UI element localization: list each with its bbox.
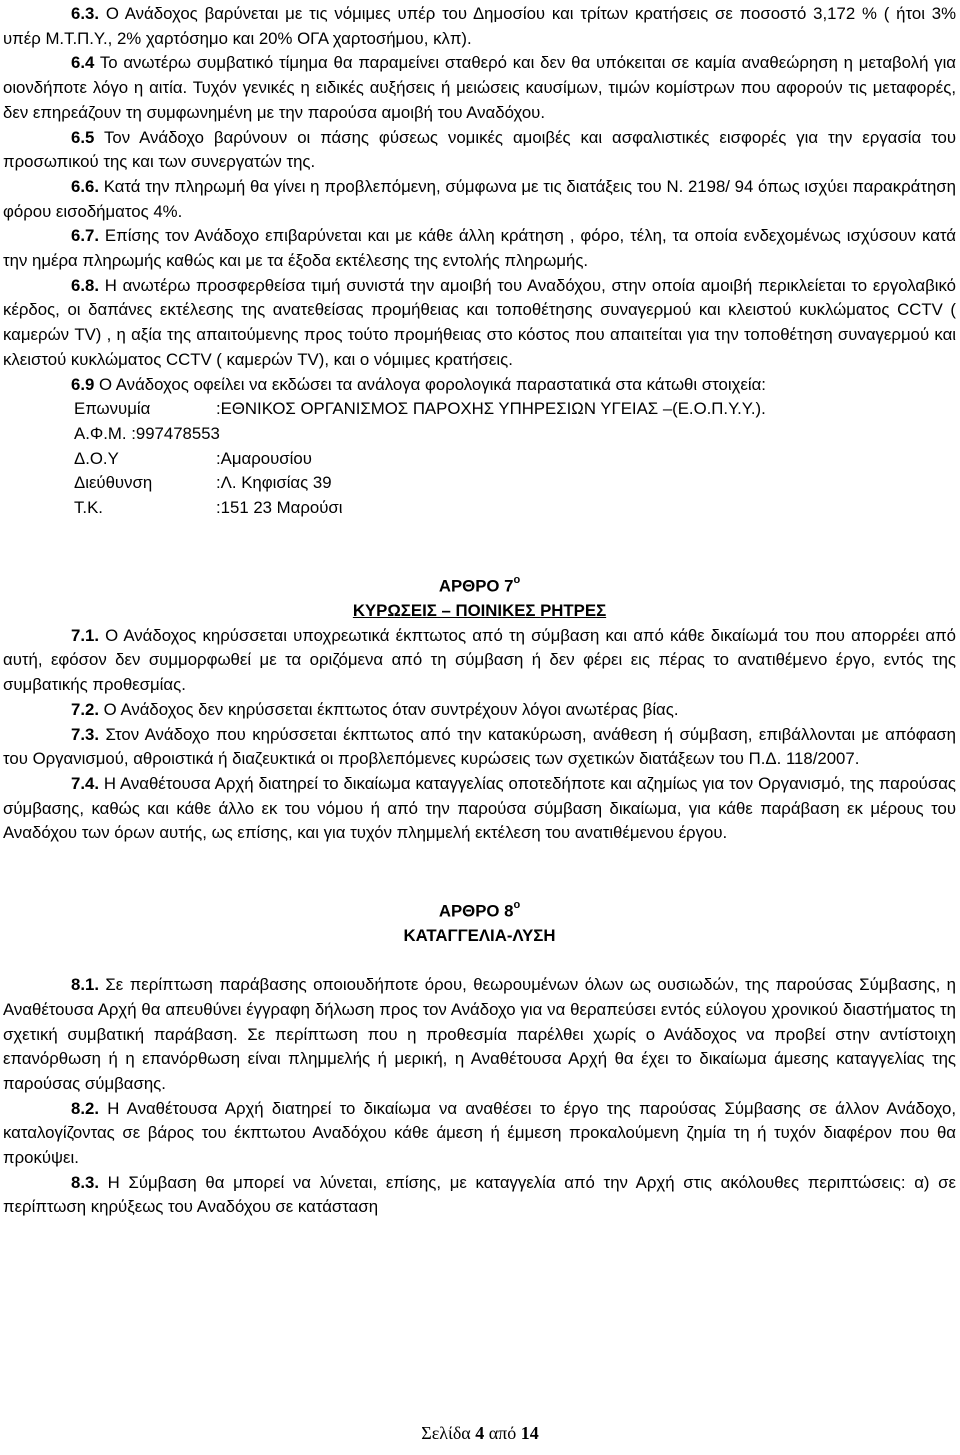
paragraph-text: Η Αναθέτουσα Αρχή διατηρεί το δικαίωμα καταγγελίας οποτεδήποτε και αζημίως για τον Οργανισμό, της παρούσας σύμβασης, καθώς και κάθε άλλο εκ του νόμου ή από την παρούσα σύμβαση δικαίωμα, για κάθε παράβαση εκ μέρους του Αναδόχου των όρων αυτής, ως επίσης, και για τυχόν πλημμελή εκτέλεση του ανατιθέμενου έργου. [3,773,956,843]
field-label: Επωνυμία [74,399,151,419]
paragraph-number: 8.2. [71,1098,99,1118]
paragraph-number: 6.9 [71,374,95,394]
footer-prefix: Σελίδα [421,1423,476,1443]
paragraph-number: 8.1. [71,975,99,995]
paragraph-text: Επίσης τον Ανάδοχο επιβαρύνεται και με κάθε άλλη κράτηση , φόρο, τέλη, τα οποία ενδεχομένως ισχύσουν κατά την ημέρα πληρωμής καθώς και με τα έξοδα εκτέλεσης της εντολής πληρωμής. [3,226,956,271]
field-row-doy [3,447,956,472]
paragraph-8-2 [3,1097,956,1171]
article-title-text: ΑΡΘΡΟ 7 [438,576,514,596]
field-value: :Αμαρουσίου [216,448,312,468]
page-footer [0,1421,960,1446]
paragraph-text: Στον Ανάδοχο που κηρύσσεται έκπτωτος από την κατακύρωση, ανάθεση ή σύμβαση, επιβάλλονται με απόφαση του Οργανισμού, αθροιστικά ή διαζευκτικά οι προβλεπόμενες κυρώσεις των σχετικών διατάξεων του Π.Δ. 118/2007. [3,724,956,769]
paragraph-number: 6.4 [71,53,95,73]
article-8-title [3,895,956,924]
field-value: :ΕΘΝΙΚΟΣ ΟΡΓΑΝΙΣΜΟΣ ΠΑΡΟΧΗΣ ΥΠΗΡΕΣΙΩΝ ΥΓΕΙΑΣ –(Ε.Ο.Π.Υ.Υ.). [216,399,766,419]
paragraph-number: 7.1. [71,625,99,645]
section-spacer [3,521,956,570]
paragraph-text: Η Σύμβαση θα μπορεί να λύνεται, επίσης, με καταγγελία από την Αρχή στις ακόλουθες περιπτώσεις: α) σε περίπτωση κηρύξεως του Αναδόχου σε κατάσταση [3,1172,956,1217]
ordinal-marker: ο [513,573,521,586]
paragraph-number: 6.8. [71,275,99,295]
document-body [3,2,956,1220]
paragraph-text: Τον Ανάδοχο βαρύνουν οι πάσης φύσεως νομικές αμοιβές και ασφαλιστικές εισφορές για την εργασία του προσωπικού της και των συνεργατών της. [3,127,956,172]
paragraph-number: 7.4. [71,773,99,793]
paragraph-text: Κατά την πληρωμή θα γίνει η προβλεπόμενη, σύμφωνα με τις διατάξεις του Ν. 2198/ 94 όπως ισχύει παρακράτηση φόρου εισοδήματος 4%. [3,176,956,221]
paragraph-number: 7.2. [71,699,99,719]
paragraph-7-4 [3,772,956,846]
article-7-title [3,570,956,599]
article-7-subtitle: ΚΥΡΩΣΕΙΣ – ΠΟΙΝΙΚΕΣ ΡΗΤΡΕΣ [352,601,607,621]
current-page-number: 4 [475,1423,485,1443]
field-label: Δ.Ο.Υ [74,448,119,468]
total-page-count: 14 [520,1423,539,1443]
paragraph-number: 6.7. [71,226,99,246]
paragraph-number: 6.5 [71,127,95,147]
paragraph-8-3 [3,1171,956,1220]
field-value: :Λ. Κηφισίας 39 [216,473,332,493]
field-row-address [3,471,956,496]
paragraph-6-9 [3,373,956,398]
paragraph-text: Σε περίπτωση παράβασης οποιουδήποτε όρου, θεωρουμένων όλων ως ουσιωδών, της παρούσας Σύμβασης, η Αναθέτουσα Αρχή θα απευθύνει έγγραφη δήλωση προς τον Ανάδοχο για να θεραπεύσει εντός εύλογου χρονικού διαστήματος τη σχετική συμβατική παράβαση. Σε περίπτωση που η προθεσμία παρέλθει χωρίς ο Ανάδοχος να προβεί στην αντίστοιχη επανόρθωση ή η επανόρθωση είναι πλημμελής ή μερική, η Αναθέτουσα Αρχή θα έχει το δικαίωμα άμεσης καταγγελίας της παρούσας σύμβασης. [3,975,956,1093]
paragraph-text: Η ανωτέρω προσφερθείσα τιμή συνιστά την αμοιβή του Αναδόχου, στην οποία αμοιβή περικλείεται το εργολαβικό κέρδος, οι δαπάνες εκτέλεσης της ανατεθείσας προμήθειας και τοποθέτησης συναγερμού και κλειστού κυκλώματος CCTV ( καμερών TV) , η αξία της απαιτούμενης προς τούτο προμήθειας στο κόστος που απαιτείται για την τοποθέτηση συναγερμού και κλειστού κυκλώματος CCTV ( καμερών TV), και ο νόμιμες κρατήσεις. [3,275,956,369]
paragraph-text: Ο Ανάδοχος βαρύνεται με τις νόμιμες υπέρ του Δημοσίου και τρίτων κρατήσεις σε ποσοστό 3,172 % ( ήτοι 3% υπέρ Μ.Τ.Π.Υ., 2% χαρτόσημο και 20% ΟΓΑ χαρτοσήμου, κλπ). [3,4,956,48]
footer-middle: από [484,1423,521,1443]
paragraph-6-8 [3,274,956,373]
paragraph-number: 8.3. [71,1172,99,1192]
paragraph-6-5 [3,126,956,175]
field-label: Διεύθυνση [74,473,153,493]
paragraph-text: Η Αναθέτουσα Αρχή διατηρεί το δικαίωμα να αναθέσει το έργο της παρούσας Σύμβασης σε άλλον Ανάδοχο, καταλογίζοντας σε βάρος του έκπτωτου Αναδόχου κάθε άμεση ή έμμεση προκαλούμενη ζημία τη ή τυχόν διαφέρον που θα προκύψει. [3,1098,956,1168]
paragraph-number: 6.3. [71,4,99,23]
paragraph-number: 7.3. [71,724,99,744]
section-spacer [3,846,956,895]
paragraph-6-3 [3,2,956,51]
paragraph-text: Το ανωτέρω συμβατικό τίμημα θα παραμείνει σταθερό και δεν θα υπόκειται σε καμία αναθεώρηση η μεταβολή για οιονδήποτε λόγο η αιτία. Τυχόν γενικές η ειδικές αυξήσεις ή μειώσεις καυσίμων, τιμών κομίστρων που αφορούν τις μεταφορές, δεν επηρεάζουν τη συμφωνημένη με την παρούσα αμοιβή του Αναδόχου. [3,53,956,122]
paragraph-text: Ο Ανάδοχος κηρύσσεται υποχρεωτικά έκπτωτος από τη σύμβαση και από κάθε δικαίωμά του που απορρέει από αυτή, εφόσον δεν συμμορφωθεί με τα οριζόμενα από τη σύμβαση ή δεν φέρει εις πέρας το ανατιθέμενο έργο, εντός της συμβατικής προθεσμίας. [3,625,956,695]
paragraph-7-3 [3,723,956,772]
field-row-postcode [3,496,956,521]
paragraph-7-2 [3,698,956,723]
article-title-text: ΑΡΘΡΟ 8 [438,901,514,921]
paragraph-text: Ο Ανάδοχος οφείλει να εκδώσει τα ανάλογα φορολογικά παραστατικά στα κάτωθι στοιχεία: [94,374,766,394]
paragraph-6-6 [3,175,956,224]
paragraph-6-7 [3,224,956,273]
ordinal-marker: ο [513,899,521,912]
field-row-afm [3,422,956,447]
paragraph-number: 6.6. [71,176,99,196]
invoice-details [3,397,956,521]
field-value: :151 23 Μαρούσι [216,498,343,518]
paragraph-6-4 [3,51,956,125]
field-label: Τ.Κ. [74,498,103,518]
paragraph-text: Ο Ανάδοχος δεν κηρύσσεται έκπτωτος όταν συντρέχουν λόγοι ανωτέρας βίας. [99,699,679,719]
field-label: Α.Φ.Μ. :997478553 [74,423,220,443]
article-8-subtitle: ΚΑΤΑΓΓΕΛΙΑ-ΛΥΣΗ [403,926,556,946]
paragraph-7-1 [3,624,956,698]
paragraph-8-1 [3,973,956,1097]
field-row-name [3,397,956,422]
